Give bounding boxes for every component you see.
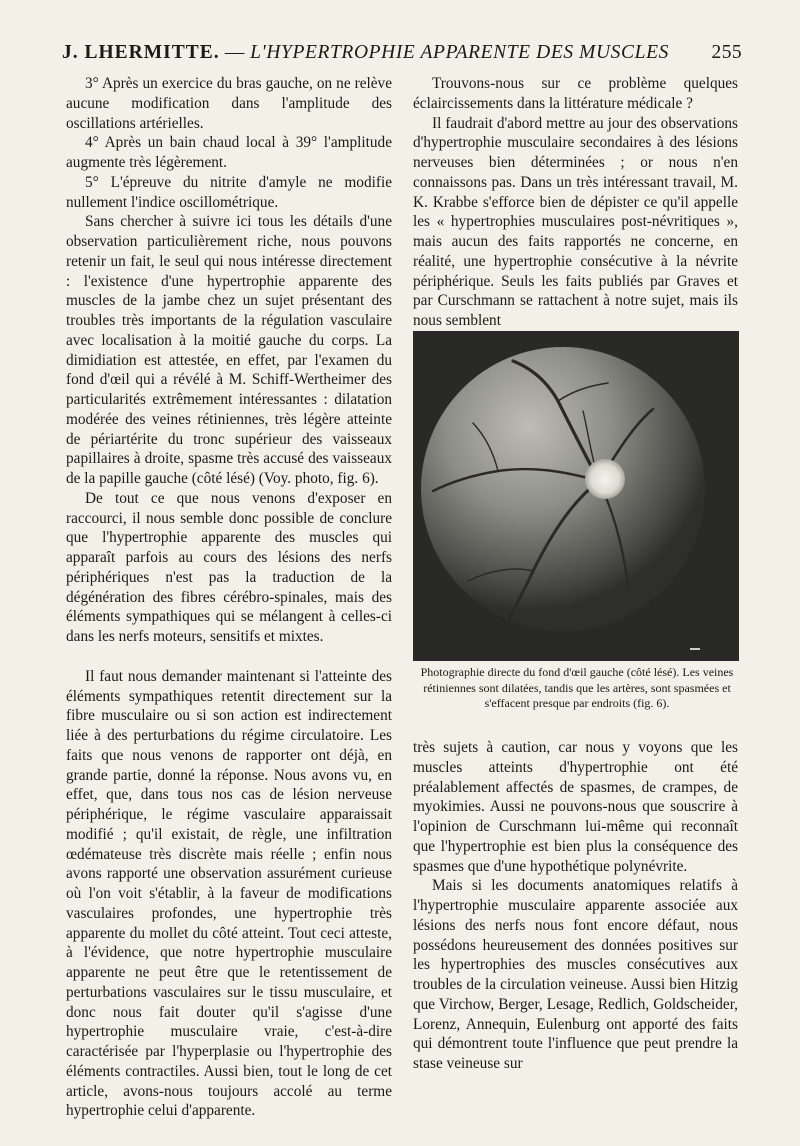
paragraph: Mais si les documents anatomiques relatifs à l'hypertrophie musculaire apparente associée aux lésions des nerfs nous font encore défaut, nous possédons heureusement des données positives sur les hypertrophies des muscles consécutives aux troubles de la circulation veineuse. Aussi bien Hitzig que Virchow, Berger, Lesage, Redlich, Goldscheider, Lorenz, Annequin, Eulenburg ont apporté des faits qui démontrent toute l'influence que peut prendre la stase veineuse sur [413,877,738,1072]
paragraph: 5° L'épreuve du nitrite d'amyle ne modifie nullement l'indice oscillométrique. [66,173,392,211]
running-header [62,42,742,64]
optic-disc [585,459,625,499]
header-dash: — [219,42,251,63]
page-number: 255 [711,42,742,63]
paragraph: très sujets à caution, car nous y voyons que les muscles atteints d'hypertrophie ont été préalablement affectés de spasmes, de crampes, de myokimies. Aussi ne pouvons-nous que souscrire à l'opinion de Curschmann lui-même qui reconnaît que l'hypertrophie est bien plus la conséquence des spasmes que d'une hypothétique polynévrite. [413,739,738,875]
paragraph: Il faut nous demander maintenant si l'atteinte des éléments sympathiques retentit directement sur la fibre musculaire ou si son action est indirectement liée à des perturbations du régime circulatoire. Les faits que nous venons de rapporter ont déjà, en grande partie, donné la réponse. Nous avons vu, en effet, que, dans tous nos cas de lésion nerveuse périphérique, le régime vasculaire apparaissait modifié ; qu'il existait, de règle, une infiltration œdémateuse très discrète mais réelle ; enfin nous avons rapporté une observation assurément curieuse où l'on voit s'établir, à la faveur de modifications vasculaires profondes, une hypertrophie très apparente du mollet du côté atteint. Tout ceci atteste, à l'évidence, que notre hypertrophie musculaire apparente ne peut être que le retentissement de perturbations vasculaires sur le tissu musculaire, et donc nous fait douter qu'il s'agisse d'une hypertrophie musculaire vraie, c'est-à-dire caractérisée par l'hyperplasie ou l'hypertrophie des éléments contractiles. Aussi bien, tout le long de cet article, avons-nous toujours accolé au terme hypertrophie celui d'apparente. [66,667,392,1120]
left-column [66,74,392,1121]
paragraph: Il faudrait d'abord mettre au jour des observations d'hypertrophie musculaire secondaires à des lésions nerveuses bien déterminées ; or nous n'en connaissons pas. Dans un très intéressant travail, M. K. Krabbe s'efforce bien de dépister ce qu'il appelle les « hypertrophies musculaires post-névritiques », mais aucun des faits rapportés ne concerne, en réalité, une hypertrophie consécutive à la névrite périphérique. Seuls les faits publiés par Graves et par Curschmann se rattachent à notre sujet, mais ils nous semblent [413,114,738,329]
right-column-top [413,74,738,331]
fundus-photograph [413,331,739,661]
figure-caption: Photographie directe du fond d'œil gauche (côté lésé). Les veines rétiniennes sont dilatées, tandis que les artères, sont spasmées et s'effacent presque par endroits (fig. 6). [420,665,734,710]
paragraph: 4° Après un bain chaud local à 39° l'amplitude augmente très légèrement. [66,134,392,171]
fundus-image [413,331,739,661]
paragraph: Trouvons-nous sur ce problème quelques éclaircissements dans la littérature médicale ? [413,75,738,112]
header-title: L'HYPERTROPHIE APPARENTE DES MUSCLES [250,42,669,63]
paragraph: Sans chercher à suivre ici tous les détails d'une observation particulièrement riche, nous pouvons retenir un fait, le seul qui nous intéresse directement : l'existence d'une hypertrophie apparente des muscles de la jambe chez un sujet présentant des troubles très importants de la régulation vasculaire avec localisation à la moitié gauche du corps. La dimidiation est attestée, en effet, par l'examen du fond d'œil qui a révélé à M. Schiff-Wertheimer des particularités extrêmement intéressantes : dilatation modérée des veines rétiniennes, très légère atteinte de périartérite du tronc supérieur des vaisseaux papillaires à droite, spasme très accusé des vaisseaux de la papille gauche (côté lésé) (Voy. photo, fig. 6). [66,213,392,487]
paragraph: De tout ce que nous venons d'exposer en raccourci, il nous semble donc possible de conclure que l'hypertrophie apparente des muscles qui apparaît parfois au cours des lésions des nerfs périphériques n'est pas la traduction de la dégénération des fibres cérébro-spinales, mais des éléments sympathiques qui se mélangent à celles-ci dans les nerfs moteurs, sensitifs et mixtes. [66,489,392,645]
header-author: J. LHERMITTE. [62,42,220,63]
right-column-bottom [413,738,738,1074]
paragraph: 3° Après un exercice du bras gauche, on ne relève aucune modification dans l'amplitude des oscillations artérielles. [66,75,392,132]
